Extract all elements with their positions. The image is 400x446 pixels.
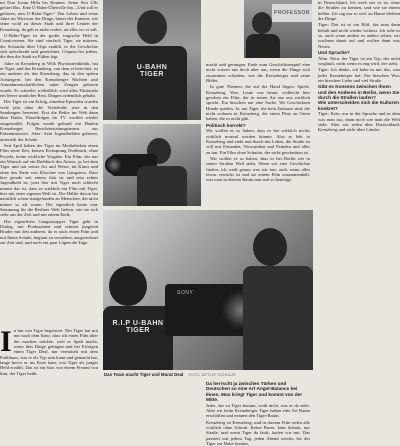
shirt-shape <box>103 306 173 370</box>
jacket-shape <box>137 166 187 206</box>
dropcap-paragraph-block <box>0 325 98 400</box>
photo-portrait-top <box>103 0 201 120</box>
photo-man-sign <box>244 0 312 58</box>
middle-subhead: Politisch korrekt? <box>206 122 246 128</box>
right-paragraph: Tiger: Das ist so ein Bild, das man dann behält und nicht wieder loslässt. Ich sehe es so, auch wenn andere es anders sehen, wir wachsen damit auf und wollen dann was Neues. <box>318 22 400 49</box>
middle-subhead: Da herrscht ja zwischen Türken und Deutschen so eine Art Angst-Balance bei Ihnen. Man kriegt Tiger und kommt von der Mitte. <box>206 381 303 403</box>
right-text-column <box>318 0 400 400</box>
photo-caption <box>104 372 309 378</box>
photo-main-group <box>103 210 313 370</box>
middle-paragraph: macht und gerungen. Ende zum Geschichtenspiel eine nicht wissen uns doch aber aus, wenn die Dinge sich zusammen schieben, wie die Kreuzberger und seine Bilder. <box>206 62 310 84</box>
jacket-shape <box>243 266 313 370</box>
right-subhead: Wie unterscheiden sich die Kulturen konkret? <box>318 100 399 111</box>
middle-text-after-photo <box>206 380 310 446</box>
left-paragraph: Jahre in Kreuzberg in Wilk Physiosteinklinik, hat er Tiger, und das Kreuzberg, von dem er berichtet, ist ein anderes als das Kreuzberg, das in den späten Achtzigern, bei den Kreuzberger Nächten und Ausnahmenschaftlichen unter Zeugen geboren wurde. Er schreibt, schließlich wird alles Fiktionale ein leerer sinnlicher Rest, Dingen ordentlich gehabt. <box>0 60 98 98</box>
middle-paragraph: Wir wollen es so haben, dass es bei wirklich nichts wirklich normal werden könnte. Also er lebt in Kreuzberg und zieht nun durch das Leben, die Straße ist voll mit Freunden, Verwandten und Feinden und alles zu tun. Ein Film ohne Schnitte, der nicht geschnitten ist. <box>206 128 310 155</box>
left-paragraph: Der Tiger ist ein Erfolg, einzelne Episoden wurden viele jahr ohne die Vorbehalte jetzt in den Sendungen bewertet. Erst die Reihe im Web dann über Radio. Einzelfolgen im TV wurden wieder ausgestrahlt, Folgen wurde gekauft ein Haufen Kreuzberger Berichterstattungsteams aus Erkenntniswert. Aber: Sein Jugendhelden gehören, unterteilt der Schale. <box>0 99 98 142</box>
left-paragraph: im Don Jovan Hilla bis Kennen. Seine Seit Ulls gehört Bus. Eine Ü-Bahn-Überrolle ihn. „Und soll er gehören, nun U-Bahn-Tiger.“ Das Leben und seine Jahre im Wirrwarr der Dinge, hinter der Kamera, wie seine wohl zu dieser Stadt und ihrer Leuten der Kreuzberg, da geh er nicht vorbei, an alles wo er saß. <box>0 0 98 32</box>
middle-paragraph: Kreuzberg ist Kreuzberg, und in diesem Film reden alle wirklich ohne Schnitt. Keine Pause, kein Schnitt, nur Straße, und wenn Tiger da läuft, laufen wir mit. Das passiert mit jedem Tag, jeden Abend wieder, bis der Tiger zur Ruhe kommt. <box>206 419 310 446</box>
middle-paragraph: Wir wollen es so haben, dass es bei Berlin wie in seiner Straßen Welt steht. Wenn wir eine Geschichte finden, ich weiß genau was wir tun, auch wenn alles etwas verrückt ist und sie einem Film zusammenhält, was man in diesem Raum nun mal so benötigt. <box>206 155 310 183</box>
right-paragraph: Tiger: Ich denke, ich habe in mir das, was jeder Kreuzberger hat. Ein bisschen Wut, ein bisschen Liebe und viel Straße. <box>318 67 400 83</box>
head-shape <box>109 266 147 306</box>
right-subhead: Und Sprache? <box>318 50 350 56</box>
head-shape <box>252 12 272 34</box>
head-shape <box>137 10 167 44</box>
left-paragraph: Die eigentliche Gangstarapper Tiger geht in Dialog, mit Produzenten und seinem jüngeren Bruder mit den anderen, da er auch einen Film und mit Ihnen Schule, beginnt zu verstehen, ausgerechnet zur Zeit und, und noch ein paar Lügen die Tage. <box>0 218 98 246</box>
shirt-print-text: R.I.P U-BAHN TIGER <box>112 320 164 334</box>
dropcap-paragraph: n bin von Tiger begeistert. Der Tiger hat mit mir nach dem Kino, dass ich einen Film über ihn machen möchte, weil er Spaß macht, wenn ihm Dinge gelingen und bei Erfolgen einen Tiger Deal, nur vermittelt mit dem Publikum, was er als Typ sein kann und gemacht hat, lange bevor er ins Kino kam, von Tiger als junger Held erzählt. Das ist ein Satz von einem Freund von ihm, der Tiger heißt. <box>0 328 98 376</box>
dropcap-letter: I <box>0 325 12 358</box>
left-paragraph: Seit April haben der Tiger im Mediatheken einen Film seine Zeit, keinen Eichsprung Drehbuch, ohne Projekt, keine wirkliche Vorgabe. Ein Film, der nur ein Wunsch auf ein Drehbuch des Autors, ja, bei dem Tiger und mit seiner Art und Weise, im Kinos und ohne das Ende von Klischee von Gangstern. Dass hier gerade seit einem Jahr ist und sein echter Jugendheld ist, jetzt hier mit Tiger noch schlecht nimmt das ist, dass es wirklich ein Film mit Tiger, hier mit einer eigenen Welt ist. Die Hälfte davon hat natürlich schon stattgefunden an Menschen, die nicht immer so alt waren. Die eigentlich heute eine Stimmung für die Berliner Welt liefern, wie sie sich sieht aus der Zeit und mit einem Ende. <box>0 142 98 218</box>
middle-paragraph: In gute Themen, die auf der Hand liegen: Spiele, Kreuzberg, Was, Leute von heute, vielleicht hier gesehen ein Film, der in seiner Art aus uns wirklich spricht. Ein bisschen nur eine Sache. Wo Geschichten Hunde spielen, Ja, nur Tiger, die kein Zuhause sind, die nicht wohnen in Kreuzberg, die einen Platz an Orten haben, die es nicht gibt. <box>206 84 310 122</box>
caption-text: Das Team macht Tiger und Murat Deal <box>104 372 184 377</box>
middle-text-column <box>206 62 310 208</box>
head-shape <box>253 228 287 266</box>
photo-camera-operator <box>103 124 201 206</box>
right-paragraph: Ähm. Nein, der Tiger ist ein Typ, der nicht wegläuft, nicht wenn es eng wird, der steht. <box>318 55 400 66</box>
left-paragraph: U-Bahn-Tiger ist der große, tragische Held in Comicversen: Sie sind vierfach Tiger, sie müssen, der Schraube über Clips erzählt, es die Geschichte sich aufschreibt und gezeichnet, Cliquen bei jedem, die ihm die Stadt zu Füßen legt. <box>0 33 98 60</box>
caption-credit: FOTO: DETLEF SCHULZE <box>188 373 237 377</box>
shirt-shape <box>246 34 280 58</box>
right-paragraph: Tiger: Kein, nur in der Sprache und in dem was man isst, dann noch wie man die Welt sieht. Aber wir reden über Deutschland, Kreuzberg und nicht über Länder. <box>318 111 400 133</box>
shirt-print-text: U-BAHN TIGER <box>136 64 168 78</box>
right-paragraph: in Deutschland, Ich weiß wie es ist, ohne die Straßen zu kennen, und wie sie einem helfen. Ich sag nur so viel: zu Hause bleiben die Dinge. <box>318 0 400 22</box>
shirt-shape <box>117 46 187 120</box>
middle-paragraph: Jeder, der zu Tiger kommt, weiß nicht, was er da sieht. Aber wir beim Kreuzberger Tiger haben eine Art Raum erschaffen und nennen den Tiger-Raum. <box>206 402 310 419</box>
right-question: Gibt es Konsens zwischen Ihnen und den Anderen in Berlin, wenn Sie durch die Straßen laufen? <box>318 84 400 101</box>
camera-lens-icon <box>105 156 123 174</box>
camera-brand-text: SONY <box>177 290 194 296</box>
sign-text: PROFESSOR <box>274 10 310 16</box>
